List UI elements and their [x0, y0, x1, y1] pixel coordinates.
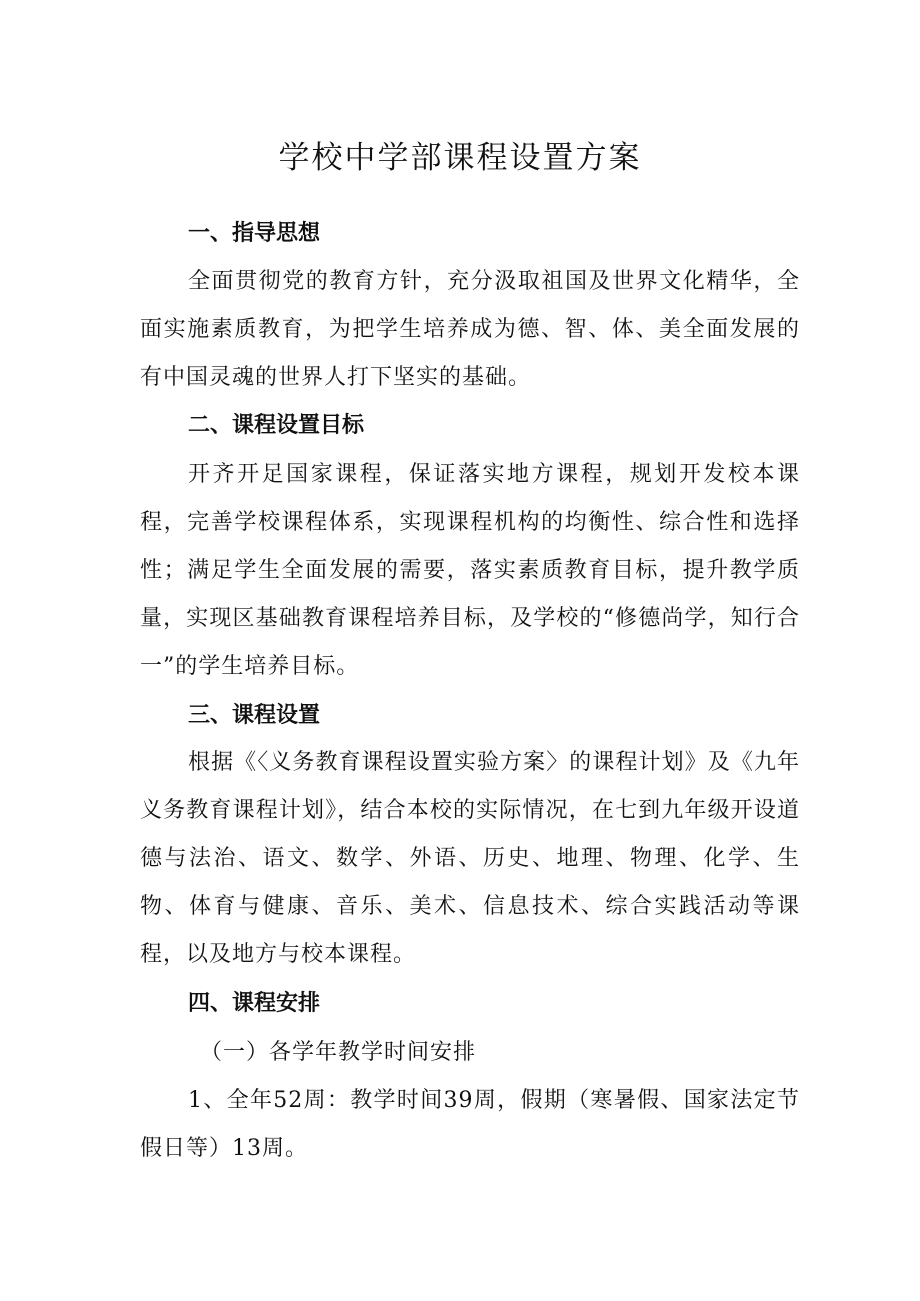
section-1-paragraph: 全面贯彻党的教育方针，充分汲取祖国及世界文化精华，全面实施素质教育，为把学生培养成为德、智、体、美全面发展的有中国灵魂的世界人打下坚实的基础。	[140, 269, 800, 390]
section-heading-4: 四、课程安排	[188, 991, 321, 1016]
section-heading-1: 一、指导思想	[188, 221, 321, 246]
section-heading-2: 二、课程设置目标	[188, 413, 365, 438]
section-4-subheading: （一）各学年教学时间安排	[200, 1040, 477, 1065]
section-2-paragraph: 开齐开足国家课程，保证落实地方课程，规划开发校本课程，完善学校课程体系，实现课程机构的均衡性、综合性和选择性；满足学生全面发展的需要，落实素质教育目标，提升教学质量，实现区基础教育课程培养目标，及学校的“修德尚学，知行合一”的学生培养目标。	[140, 462, 800, 679]
document-title: 学校中学部课程设置方案	[278, 140, 642, 176]
section-3-paragraph: 根据《〈义务教育课程设置实验方案〉的课程计划》及《九年义务教育课程计划》，结合本校的实际情况，在七到九年级开设道德与法治、语文、数学、外语、历史、地理、物理、化学、生物、体育与健康、音乐、美术、信息技术、综合实践活动等课程，以及地方与校本课程。	[140, 750, 800, 967]
section-4-paragraph: 1、全年52周：教学时间39周，假期（寒暑假、国家法定节假日等）13周。	[140, 1088, 800, 1161]
section-heading-3: 三、课程设置	[188, 703, 321, 728]
